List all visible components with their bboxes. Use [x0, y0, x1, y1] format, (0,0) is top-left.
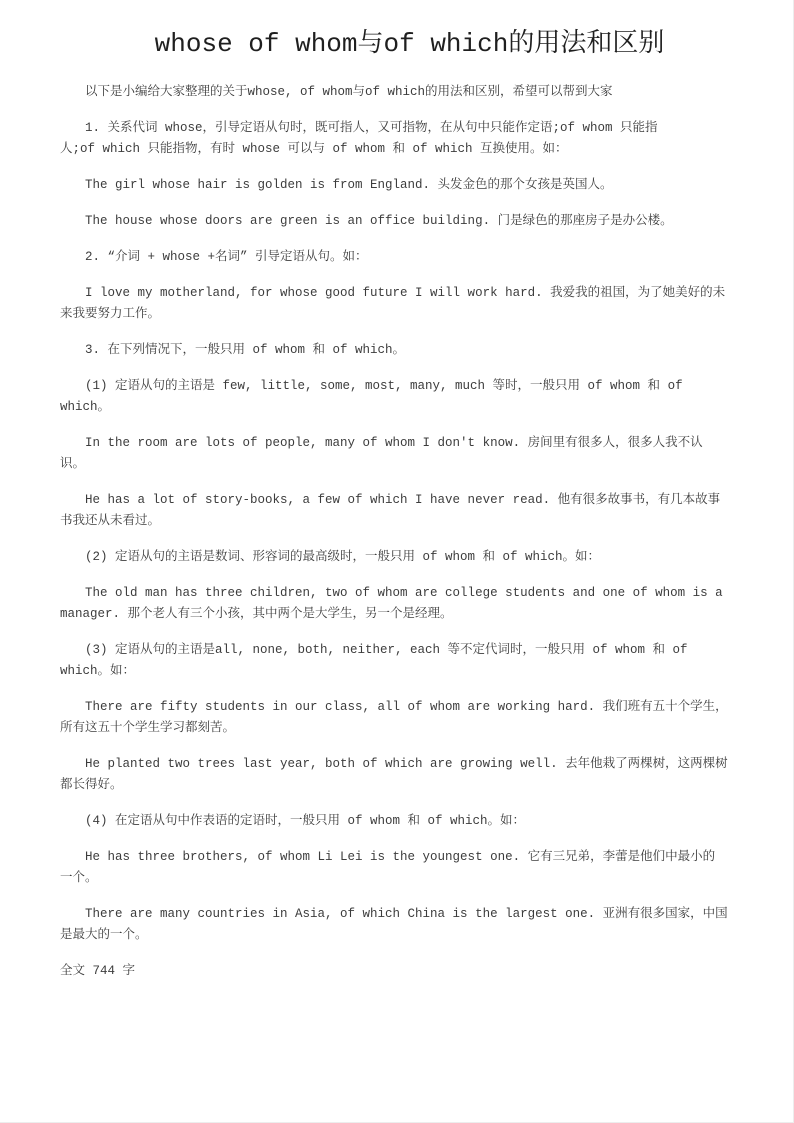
example-sentence: He planted two trees last year, both of which are growing well. 去年他栽了两棵树，这两棵树 都长得好。	[60, 757, 728, 792]
example-sentence: He has three brothers, of whom Li Lei is the youngest one. 它有三兄弟，李蕾是他们中最小的 一个。	[60, 850, 716, 885]
rule-paragraph: 2. “介词 + whose +名词” 引导定语从句。如：	[85, 250, 368, 264]
rule-paragraph: (1) 定语从句的主语是 few, little, some, most, many, much 等时，一般只用 of whom 和 of which。	[60, 379, 683, 414]
document-body	[60, 82, 760, 946]
example-sentence: The girl whose hair is golden is from England. 头发金色的那个女孩是英国人。	[85, 178, 613, 192]
rule-paragraph: 1. 关系代词 whose，引导定语从句时，既可指人，又可指物，在从句中只能作定语;of whom 只能指 人;of which 只能指物，有时 whose 可以与 of whom 和 of which 互换使用。如：	[60, 121, 658, 156]
rule-paragraph: (2) 定语从句的主语是数词、形容词的最高级时，一般只用 of whom 和 of which。如：	[85, 550, 601, 564]
example-sentence: In the room are lots of people, many of whom I don't know. 房间里有很多人，很多人我不认 识。	[60, 436, 703, 471]
example-sentence: He has a lot of story-books, a few of which I have never read. 他有很多故事书，有几本故事 书我还从未看过。	[60, 493, 721, 528]
example-sentence: There are fifty students in our class, all of whom are working hard. 我们班有五十个学生， 所有这五十个学生学习都刻苦。	[60, 700, 728, 735]
example-sentence: The house whose doors are green is an office building. 门是绿色的那座房子是办公楼。	[85, 214, 673, 228]
example-sentence: I love my motherland, for whose good future I will work hard. 我爱我的祖国，为了她美好的未 来我要努力工作。	[60, 286, 726, 321]
word-count: 全文 744 字	[60, 964, 136, 978]
example-sentence: There are many countries in Asia, of which China is the largest one. 亚洲有很多国家，中国 是最大的一个。	[60, 907, 728, 942]
document-title: whose of whom与of which的用法和区别	[154, 29, 665, 59]
intro-paragraph: 以下是小编给大家整理的关于whose, of whom与of which的用法和区别，希望可以帮到大家	[85, 85, 613, 99]
example-sentence: The old man has three children, two of whom are college students and one of whom is a manager. 那个老人有三个小孩，其中两个是大学生，另一个是经理。	[60, 586, 723, 621]
rule-paragraph: 3. 在下列情况下，一般只用 of whom 和 of which。	[85, 343, 406, 357]
rule-paragraph: (4) 在定语从句中作表语的定语时，一般只用 of whom 和 of which。如：	[85, 814, 526, 828]
rule-paragraph: (3) 定语从句的主语是all, none, both, neither, each 等不定代词时，一般只用 of whom 和 of which。如：	[60, 643, 688, 678]
